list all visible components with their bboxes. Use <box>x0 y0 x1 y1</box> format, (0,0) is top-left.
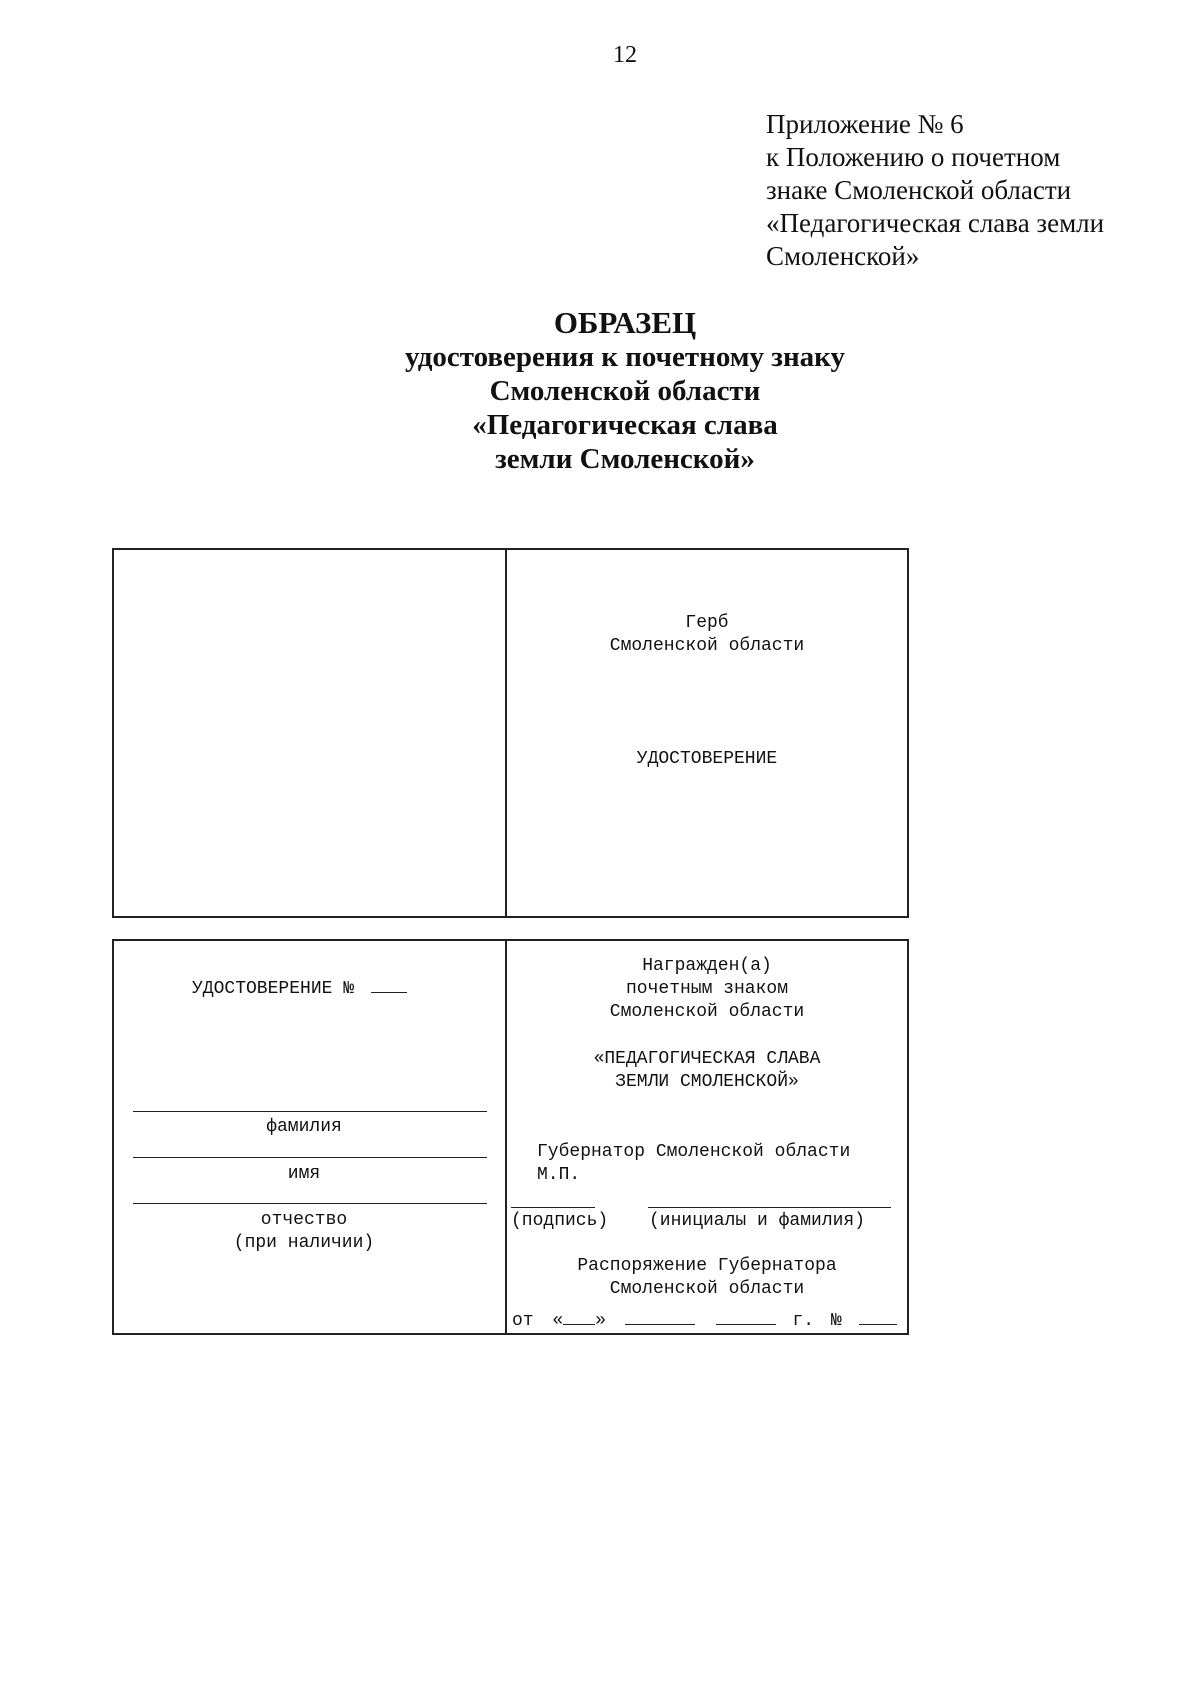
patronymic-line <box>133 1203 487 1204</box>
year-blank <box>716 1308 776 1325</box>
cover-certificate-label: УДОСТОВЕРЕНИЕ <box>636 749 778 769</box>
signature-line <box>511 1207 595 1208</box>
signature-label: (подпись) <box>511 1211 609 1231</box>
initials-label: (инициалы и фамилия) <box>649 1211 866 1231</box>
heading-line: удостоверения к почетному знаку <box>405 341 845 373</box>
certificate-inner <box>112 939 909 1335</box>
award-name-line: ЗЕМЛИ СМОЛЕНСКОЙ» <box>615 1072 799 1092</box>
governor-title: Губернатор Смоленской области <box>537 1142 851 1162</box>
order-line: Смоленской области <box>609 1279 805 1299</box>
award-name-line: «ПЕДАГОГИЧЕСКАЯ СЛАВА <box>593 1049 821 1069</box>
appendix-note <box>766 108 1104 273</box>
month-blank <box>625 1308 695 1325</box>
date-prefix: от <box>512 1311 534 1331</box>
heading-line: «Педагогическая слава <box>472 409 778 441</box>
document-heading <box>300 306 950 476</box>
coat-of-arms-line: Смоленской области <box>609 636 805 656</box>
heading-line: Смоленской области <box>489 375 761 407</box>
certificate-cover <box>112 548 909 918</box>
coat-of-arms-caption <box>507 612 907 658</box>
seal-place: М.П. <box>537 1165 581 1185</box>
appendix-line: Приложение № 6 <box>766 109 964 139</box>
year-abbr: г. <box>792 1311 815 1331</box>
appendix-line: к Положению о почетном <box>766 142 1061 172</box>
appendix-line: Смоленской» <box>766 241 920 271</box>
surname-label: фамилия <box>266 1117 342 1137</box>
initials-line <box>648 1207 891 1208</box>
certificate-number-row <box>192 976 407 1001</box>
certificate-number-blank <box>371 976 407 993</box>
name-line <box>133 1157 487 1158</box>
awarded-text <box>507 955 907 1024</box>
date-close-quote: » <box>595 1311 607 1331</box>
order-number-blank <box>859 1308 897 1325</box>
number-sign: № <box>830 1311 842 1331</box>
cover-fold-line <box>505 550 507 916</box>
certificate-number-label: УДОСТОВЕРЕНИЕ № <box>192 979 355 999</box>
order-line: Распоряжение Губернатора <box>577 1256 837 1276</box>
appendix-line: знаке Смоленской области <box>766 175 1072 205</box>
surname-line <box>133 1111 487 1112</box>
awarded-line: Награжден(а) <box>642 956 772 976</box>
appendix-line: «Педагогическая слава земли <box>766 208 1105 238</box>
order-date-row <box>512 1308 897 1333</box>
name-label: имя <box>287 1164 321 1184</box>
award-name <box>507 1048 907 1094</box>
coat-of-arms-line: Герб <box>685 613 729 633</box>
patronymic-note: (при наличии) <box>233 1233 375 1253</box>
heading-line: земли Смоленской» <box>495 443 755 475</box>
date-open-quote: « <box>552 1311 564 1331</box>
order-reference <box>507 1255 907 1301</box>
day-blank <box>563 1308 595 1325</box>
page-number: 12 <box>613 42 637 68</box>
patronymic-label: отчество <box>260 1210 348 1230</box>
awarded-line: Смоленской области <box>609 1002 805 1022</box>
heading-title: ОБРАЗЕЦ <box>553 305 697 340</box>
awarded-line: почетным знаком <box>625 979 789 999</box>
